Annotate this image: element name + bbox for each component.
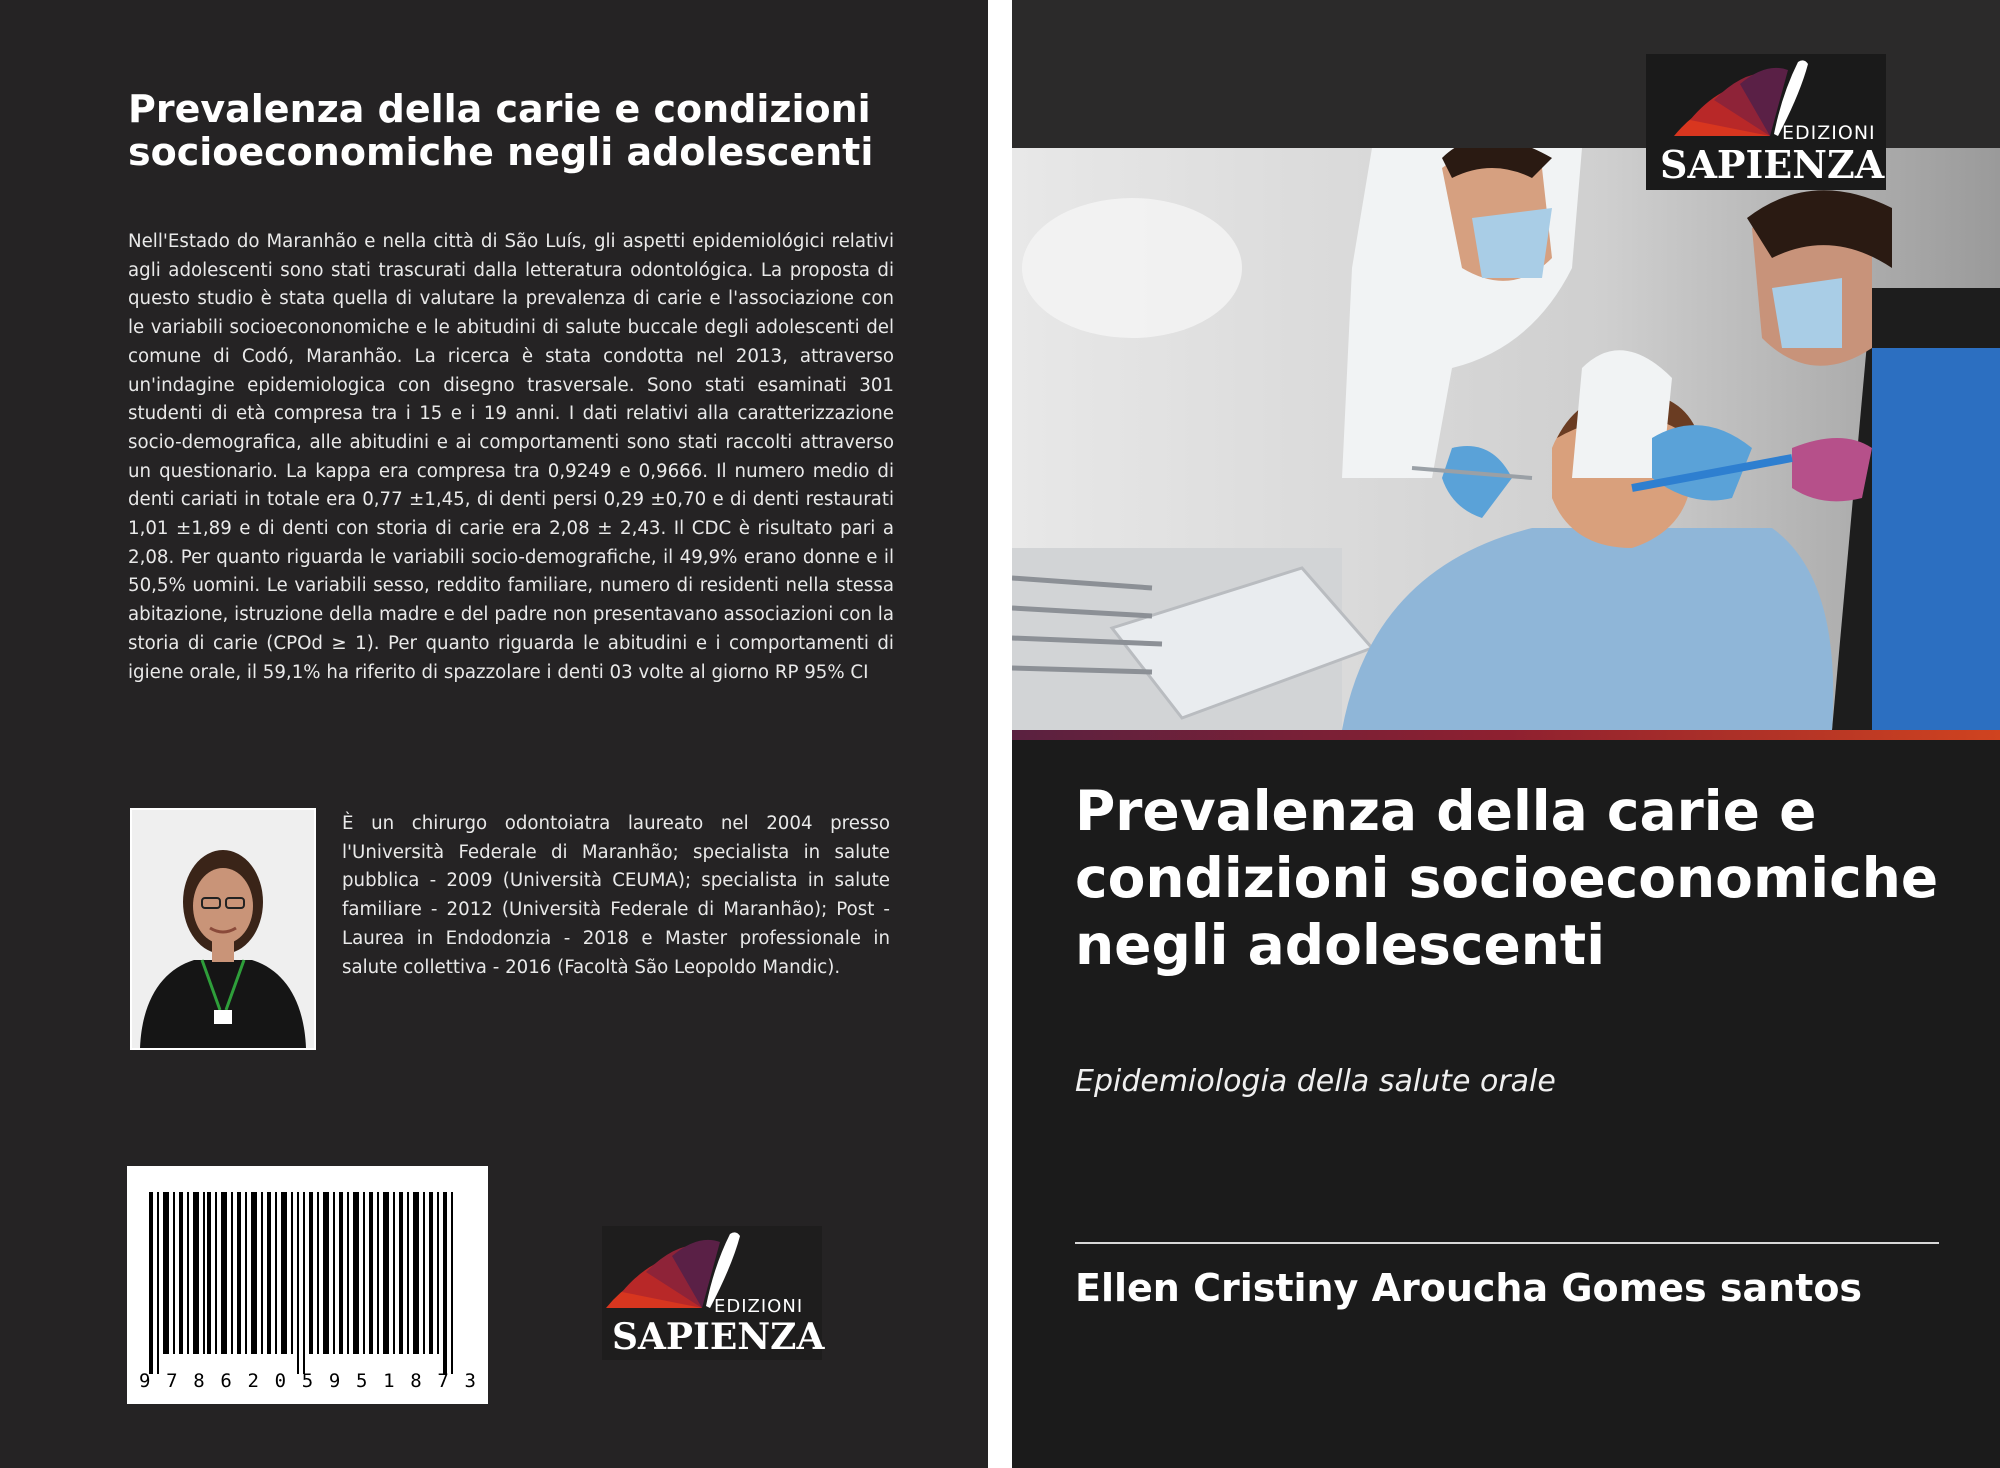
author-photo [130,808,316,1050]
logo-edizioni-text: EDIZIONI [714,1296,804,1317]
isbn-digit: 8 [193,1370,205,1392]
isbn-digit: 9 [328,1370,341,1392]
front-cover-title: Prevalenza della carie e condizioni socioeconomiche negli adolescenti [1075,779,1939,977]
front-cover-subtitle: Epidemiologia della salute orale [1075,1064,1556,1099]
accent-stripe [1012,730,2000,740]
dental-exam-illustration [1012,148,2000,730]
isbn-digit: 6 [220,1370,232,1392]
isbn-barcode [127,1166,488,1404]
isbn-digit: 7 [437,1370,449,1392]
isbn-digit: 9 [139,1370,151,1392]
isbn-digit: 5 [356,1370,368,1392]
barcode-icon [127,1166,488,1404]
divider [1075,1242,1939,1244]
isbn-digit: 8 [410,1370,422,1392]
isbn-digit: 5 [301,1370,314,1392]
isbn-digit: 0 [274,1370,287,1392]
isbn-digit: 7 [166,1370,178,1392]
isbn-digit: 3 [464,1370,476,1392]
publisher-logo-back [602,1226,825,1360]
isbn-digit: 2 [247,1370,259,1392]
back-cover-title: Prevalenza della carie e condizioni socioeconomiche negli adolescenti [128,87,874,174]
author-bio: È un chirurgo odontoiatra laureato nel 2004 presso l'Università Federale di Maranhão; specialista in salute pubblica - 2009 (Università CEUMA); specialista in salute familiare - 2012 (Università Federale di Maranhão); Post - Laurea in Endodonzia - 2018 e Master professionale in salute collettiva - 2016 (Facoltà São Leopoldo Mandic). [342,813,890,978]
cover-photo [1012,148,2000,730]
publisher-logo-front [1646,54,1886,190]
back-cover-abstract: Nell'Estado do Maranhão e nella città di São Luís, gli aspetti epidemiológici relativi agli adolescenti sono stati trascurati dalla letteratura odontológica. La proposta di questo studio è stata quella di valutare la prevalenza di carie e l'associazione con le variabili socioecononomiche e le abitudini di salute buccale degli adolescenti del comune di Codó, Maranhão. La ricerca è stata condotta nel 2013, attraverso un'indagine epidemiologica con disegno trasversale. Sono stati esaminati 301 studenti di età compresa tra i 15 e i 19 anni. I dati relativi alla caratterizzazione socio-demografica, alle abitudini e ai comportamenti sono stati raccolti attraverso un questionario. La kappa era compresa tra 0,9249 e 0,9666. Il numero medio di denti cariati in totale era 0,77 ±1,45, di denti persi 0,29 ±0,70 e di denti restaurati 1,01 ±1,89 e di denti con storia di carie era 2,08 ± 2,43. Il CDC è risultato pari a 2,08. Per quanto riguarda le variabili socio-demografiche, il 49,9% erano donne e il 50,5% uomini. Le variabili sesso, reddito familiare, numero di residenti nella stessa abitazione, istruzione della madre e del padre non presentavano associazioni con la storia di carie (CPOd ≥ 1). Per quanto riguarda le abitudini e i comportamenti di igiene orale, il 59,1% ha riferito di spazzolare i denti 03 volte al giorno RP 95% CI [128,231,894,683]
isbn-number [135,1370,480,1392]
author-portrait-illustration [132,810,314,1048]
logo-edizioni-text: EDIZIONI [1782,122,1876,144]
isbn-digit: 1 [383,1370,395,1392]
logo-sapienza-text: SAPIENZA [612,1316,825,1358]
front-cover-author: Ellen Cristiny Aroucha Gomes santos [1075,1266,1863,1310]
logo-sapienza-text: SAPIENZA [1660,142,1885,187]
